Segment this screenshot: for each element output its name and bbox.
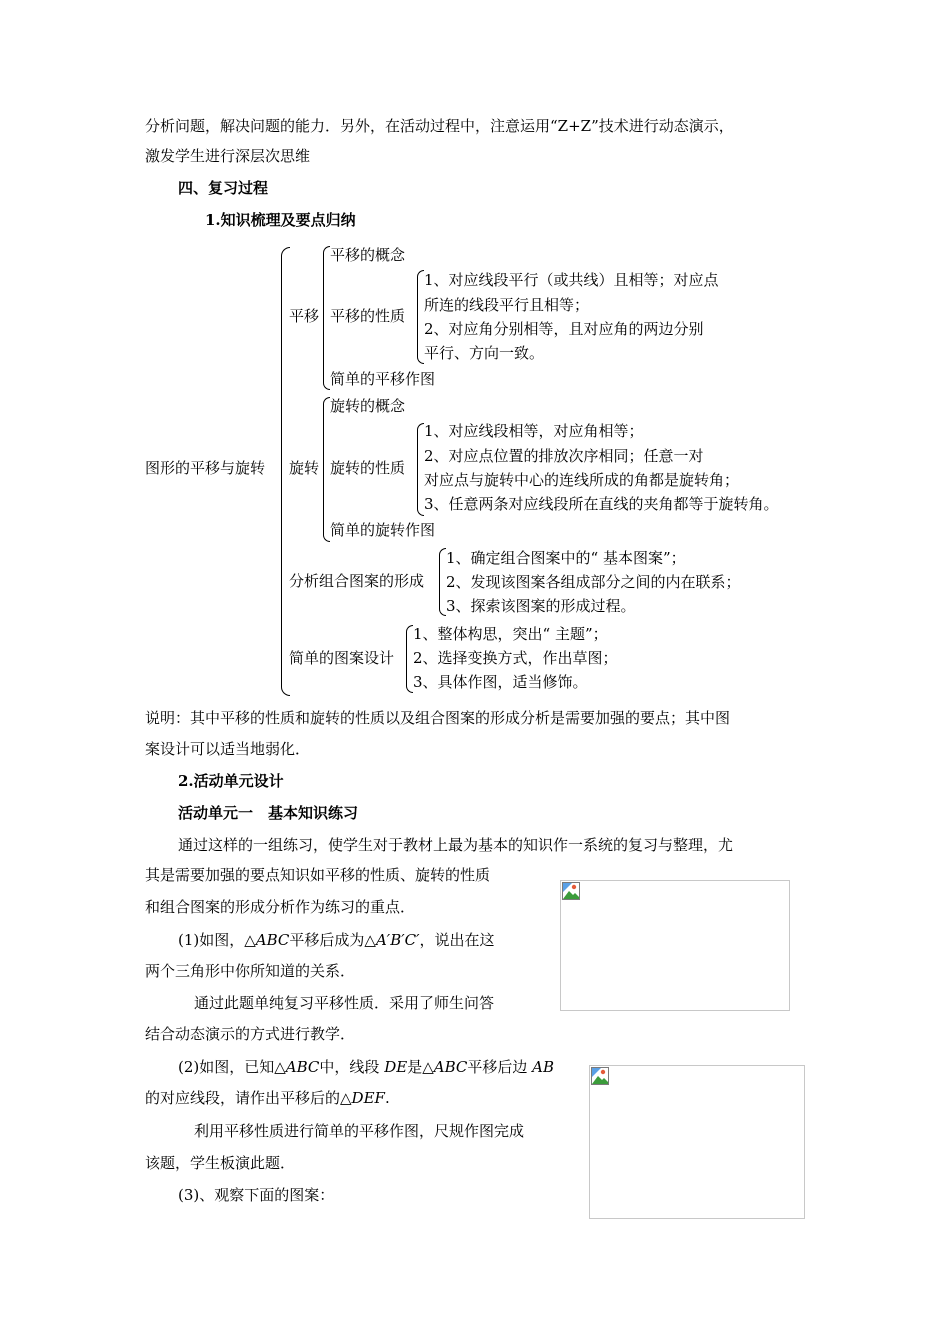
design-item: 3、具体作图，适当修饰。 bbox=[413, 673, 588, 691]
translation-property-line: 1、对应线段平行（或共线）且相等；对应点 bbox=[424, 271, 719, 289]
note-line-1: 说明：其中平移的性质和旋转的性质以及组合图案的形成分析是需要加强的要点；其中图 bbox=[145, 709, 731, 727]
rotation-property-line: 1、对应线段相等，对应角相等； bbox=[424, 422, 644, 440]
translation-properties-brace bbox=[417, 270, 424, 364]
question-2-line-1: (2)如图，已知△ABC中，线段 DE是△ABC平移后边 AB bbox=[178, 1058, 554, 1076]
intro-line-2: 激发学生进行深层次思维 bbox=[145, 147, 311, 165]
design-item: 2、选择变换方式，作出草图； bbox=[413, 649, 618, 667]
broken-image-icon bbox=[562, 882, 580, 900]
analysis-item: 3、探索该图案的形成过程。 bbox=[446, 597, 636, 615]
rotation-property-line: 对应点与旋转中心的连线所成的角都是旋转角； bbox=[424, 471, 740, 489]
translation-brace bbox=[323, 246, 330, 390]
translation-properties-label: 平移的性质 bbox=[330, 307, 406, 325]
question-2-line-2: 的对应线段，请作出平移后的△DEF. bbox=[145, 1089, 390, 1107]
question-3-line: (3)、观察下面的图案： bbox=[178, 1186, 335, 1204]
rotation-property-line: 3、任意两条对应线段所在直线的夹角都等于旋转角。 bbox=[424, 495, 779, 513]
rotation-property-line: 2、对应点位置的排放次序相同；任意一对 bbox=[424, 447, 704, 465]
paragraph-line: 通过这样的一组练习，使学生对于教材上最为基本的知识作一系统的复习与整理，尤 bbox=[178, 836, 734, 854]
rotation-drawing: 简单的旋转作图 bbox=[330, 521, 436, 539]
activity-unit-1-title: 活动单元一 基本知识练习 bbox=[178, 804, 359, 822]
rotation-concept: 旋转的概念 bbox=[330, 397, 406, 415]
rotation-label: 旋转 bbox=[289, 459, 320, 477]
paragraph-line: 其是需要加强的要点知识如平移的性质、旋转的性质 bbox=[145, 866, 491, 884]
translation-property-line: 平行、方向一致。 bbox=[424, 344, 545, 362]
design-item: 1、整体构思，突出“ 主题”； bbox=[413, 625, 608, 643]
subheading-knowledge-summary: 1.知识梳理及要点归纳 bbox=[205, 211, 356, 229]
figure-1-image-placeholder bbox=[560, 880, 790, 1011]
rotation-brace bbox=[323, 397, 330, 542]
analysis-item: 2、发现该图案各组成部分之间的内在联系； bbox=[446, 573, 741, 591]
subheading-activity-design: 2.活动单元设计 bbox=[178, 772, 284, 790]
translation-drawing: 简单的平移作图 bbox=[330, 370, 436, 388]
section-heading-review-process: 四、复习过程 bbox=[178, 179, 269, 197]
translation-property-line: 所连的线段平行且相等； bbox=[424, 296, 590, 314]
analysis-label: 分析组合图案的形成 bbox=[289, 572, 425, 590]
question-1-line-2: 两个三角形中你所知道的关系． bbox=[145, 962, 356, 980]
paragraph-line: 和组合图案的形成分析作为练习的重点． bbox=[145, 898, 416, 916]
broken-image-icon bbox=[591, 1067, 609, 1085]
translation-property-line: 2、对应角分别相等，且对应角的两边分别 bbox=[424, 320, 704, 338]
tree-root-label: 图形的平移与旋转 bbox=[145, 459, 266, 477]
design-label: 简单的图案设计 bbox=[289, 649, 395, 667]
rotation-properties-brace bbox=[417, 423, 424, 516]
intro-line-1: 分析问题，解决问题的能力．另外，在活动过程中，注意运用“Z+Z”技术进行动态演示， bbox=[145, 117, 734, 135]
figure-2-image-placeholder bbox=[589, 1065, 805, 1219]
question-2-note-line-2: 该题，学生板演此题． bbox=[145, 1154, 296, 1172]
rotation-properties-label: 旋转的性质 bbox=[330, 459, 406, 477]
analysis-item: 1、确定组合图案中的“ 基本图案”； bbox=[446, 549, 686, 567]
note-line-2: 案设计可以适当地弱化． bbox=[145, 740, 311, 758]
design-brace bbox=[406, 625, 413, 693]
analysis-brace bbox=[439, 548, 446, 616]
translation-label: 平移 bbox=[289, 307, 320, 325]
question-2-note-line-1: 利用平移性质进行简单的平移作图，尺规作图完成 bbox=[194, 1122, 525, 1140]
question-1-line-1: (1)如图，△ABC平移后成为△A′B′C′，说出在这 bbox=[178, 931, 495, 949]
translation-concept: 平移的概念 bbox=[330, 246, 406, 264]
question-1-note-line-1: 通过此题单纯复习平移性质．采用了师生问答 bbox=[194, 994, 495, 1012]
question-1-note-line-2: 结合动态演示的方式进行教学． bbox=[145, 1025, 356, 1043]
